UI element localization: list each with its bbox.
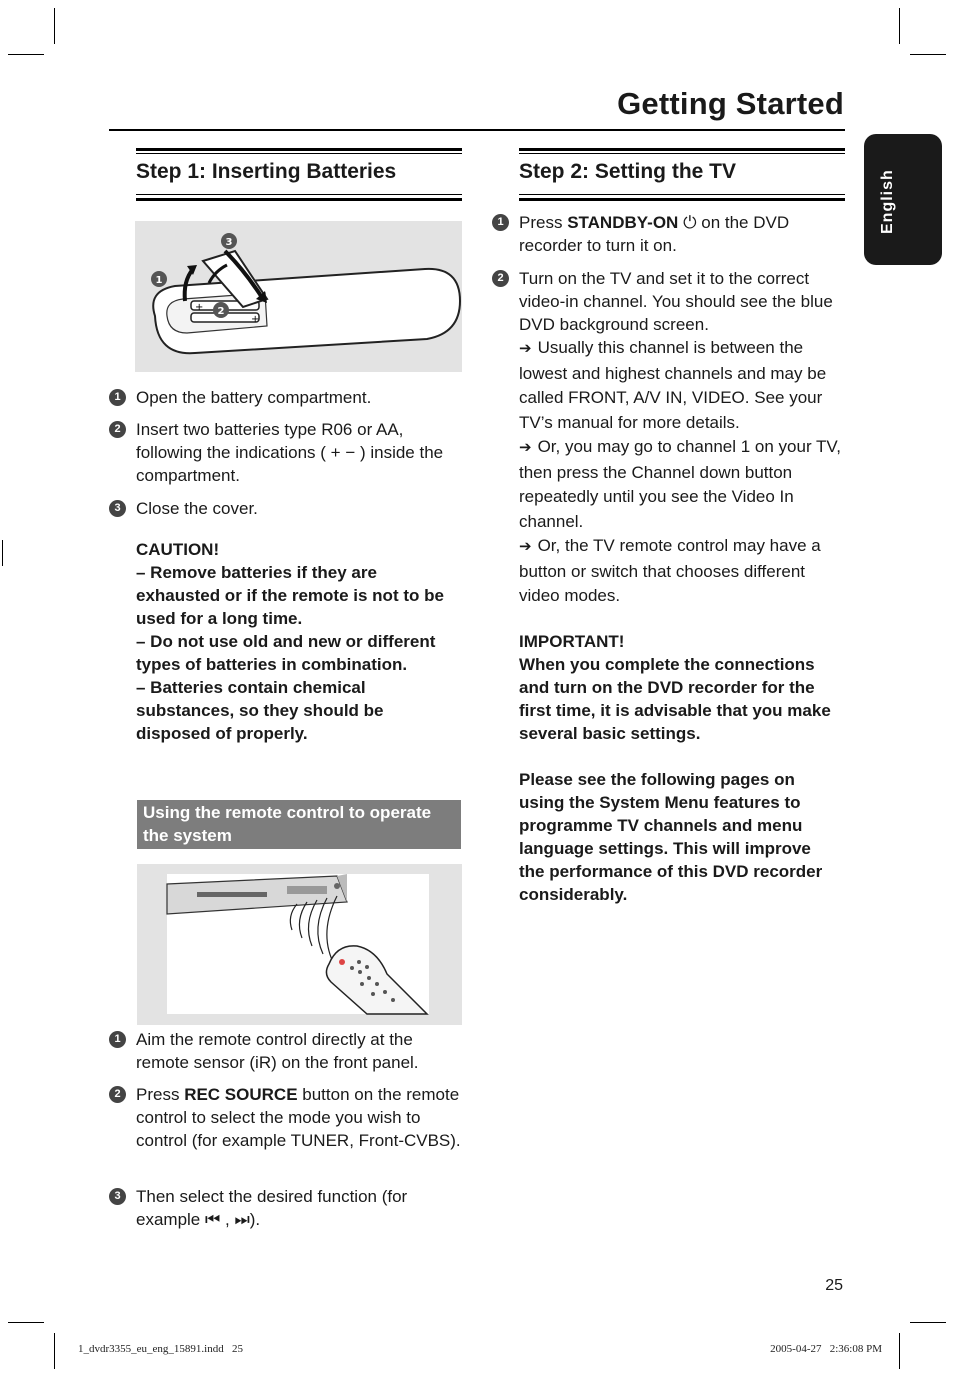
remote-item-2: 2 Press REC SOURCE button on the remote control to select the mode you wish to control (for example TUNER, Front-CVBS). [109, 1083, 466, 1152]
important-para-2: Please see the following pages on using the System Menu features to programme TV channels and menu language settings. This will improve the performance of this DVD recorder considerably. [519, 770, 823, 904]
caution-line: – Batteries contain chemical substances, so they should be disposed of properly. [136, 678, 384, 743]
note-item: ➔ Or, the TV remote control may have a button or switch that chooses different video modes. [519, 536, 821, 605]
svg-text:+: + [195, 302, 204, 313]
remote-item-3: 3 Then select the desired function (for example ⏮ , ⏭). [109, 1185, 466, 1231]
svg-text:+: + [251, 314, 260, 325]
crop-mark [910, 1322, 946, 1323]
step-number-badge: 1 [492, 214, 509, 231]
step-number-badge: 1 [109, 1031, 126, 1048]
arrow-right-icon: ➔ [519, 340, 532, 357]
crop-mark [8, 54, 44, 55]
title-divider [109, 129, 845, 131]
remote-item-1: 1 Aim the remote control directly at the remote sensor (iR) on the front panel. [109, 1028, 466, 1074]
page-title: Getting Started [617, 86, 844, 121]
step-number-badge: 2 [492, 270, 509, 287]
crop-mark [8, 1322, 44, 1323]
note-item: ➔ Usually this channel is between the lowest and highest channels and may be called FRONT, A/V IN, VIDEO. See your TV’s manual for more details. [519, 338, 827, 432]
important-title: IMPORTANT! [519, 632, 625, 651]
footer-timestamp: 2005-04-27 2:36:08 PM [770, 1343, 882, 1355]
standby-on-label: STANDBY-ON [567, 213, 679, 232]
language-tab-label: English [879, 169, 896, 234]
footer-file-info: 1_dvdr3355_eu_eng_15891.indd 25 [78, 1343, 243, 1355]
step-number-badge: 3 [109, 1188, 126, 1205]
crop-mark [54, 1333, 55, 1369]
crop-mark [899, 8, 900, 44]
page-number: 25 [825, 1277, 843, 1294]
step2-item-2: 2 Turn on the TV and set it to the correct video-in channel. You should see the blue DVD background screen. [492, 267, 844, 336]
crop-mark [910, 54, 946, 55]
crop-mark [899, 1333, 900, 1369]
step-number-badge: 2 [109, 1086, 126, 1103]
step-number-badge: 2 [109, 421, 126, 438]
step1-item-1: 1 Open the battery compartment. [109, 386, 486, 409]
crop-mark [2, 540, 3, 566]
crop-mark [54, 8, 55, 44]
caution-title: CAUTION! [136, 540, 220, 559]
step2-heading: Step 2: Setting the TV [519, 160, 737, 183]
arrow-right-icon: ➔ [519, 439, 532, 456]
arrow-right-icon: ➔ [519, 538, 532, 555]
step1-heading: Step 1: Inserting Batteries [136, 160, 397, 183]
important-para-1: When you complete the connections and turn on the DVD recorder for the first time, it is advisable that you make several basic settings. [519, 655, 831, 743]
step1-item-2: 2 Insert two batteries type R06 or AA, following the indications ( + − ) inside the compartment. [109, 418, 458, 487]
language-tab [864, 134, 942, 265]
battery-illustration [135, 221, 462, 372]
figure-label-2: 2 [217, 306, 225, 317]
step-number-badge: 1 [109, 389, 126, 406]
remote-section-banner: Using the remote control to operate the system [137, 800, 461, 849]
step2-heading-block [519, 148, 845, 204]
step2-notes [519, 336, 844, 609]
step-number-badge: 3 [109, 500, 126, 517]
caution-line: – Do not use old and new or different types of batteries in combination. [136, 632, 436, 674]
important-block [519, 630, 837, 906]
caution-line: – Remove batteries if they are exhausted or if the remote is not to be used for a long time. [136, 563, 444, 628]
step2-item-1: 1 Press STANDBY-ON ⏻ on the DVD recorder to turn it on. [492, 211, 844, 257]
step1-item-3: 3 Close the cover. [109, 497, 466, 520]
figure-label-3: 3 [225, 237, 233, 248]
figure-label-1: 1 [155, 275, 163, 286]
note-item: ➔ Or, you may go to channel 1 on your TV, then press the Channel down button repeatedly until you see the Video In channel. [519, 437, 841, 531]
power-icon: ⏻ [683, 213, 697, 232]
rec-source-label: REC SOURCE [184, 1085, 298, 1104]
step1-heading-block [136, 148, 462, 204]
caution-block [136, 538, 461, 745]
remote-control-illustration [137, 864, 462, 1025]
